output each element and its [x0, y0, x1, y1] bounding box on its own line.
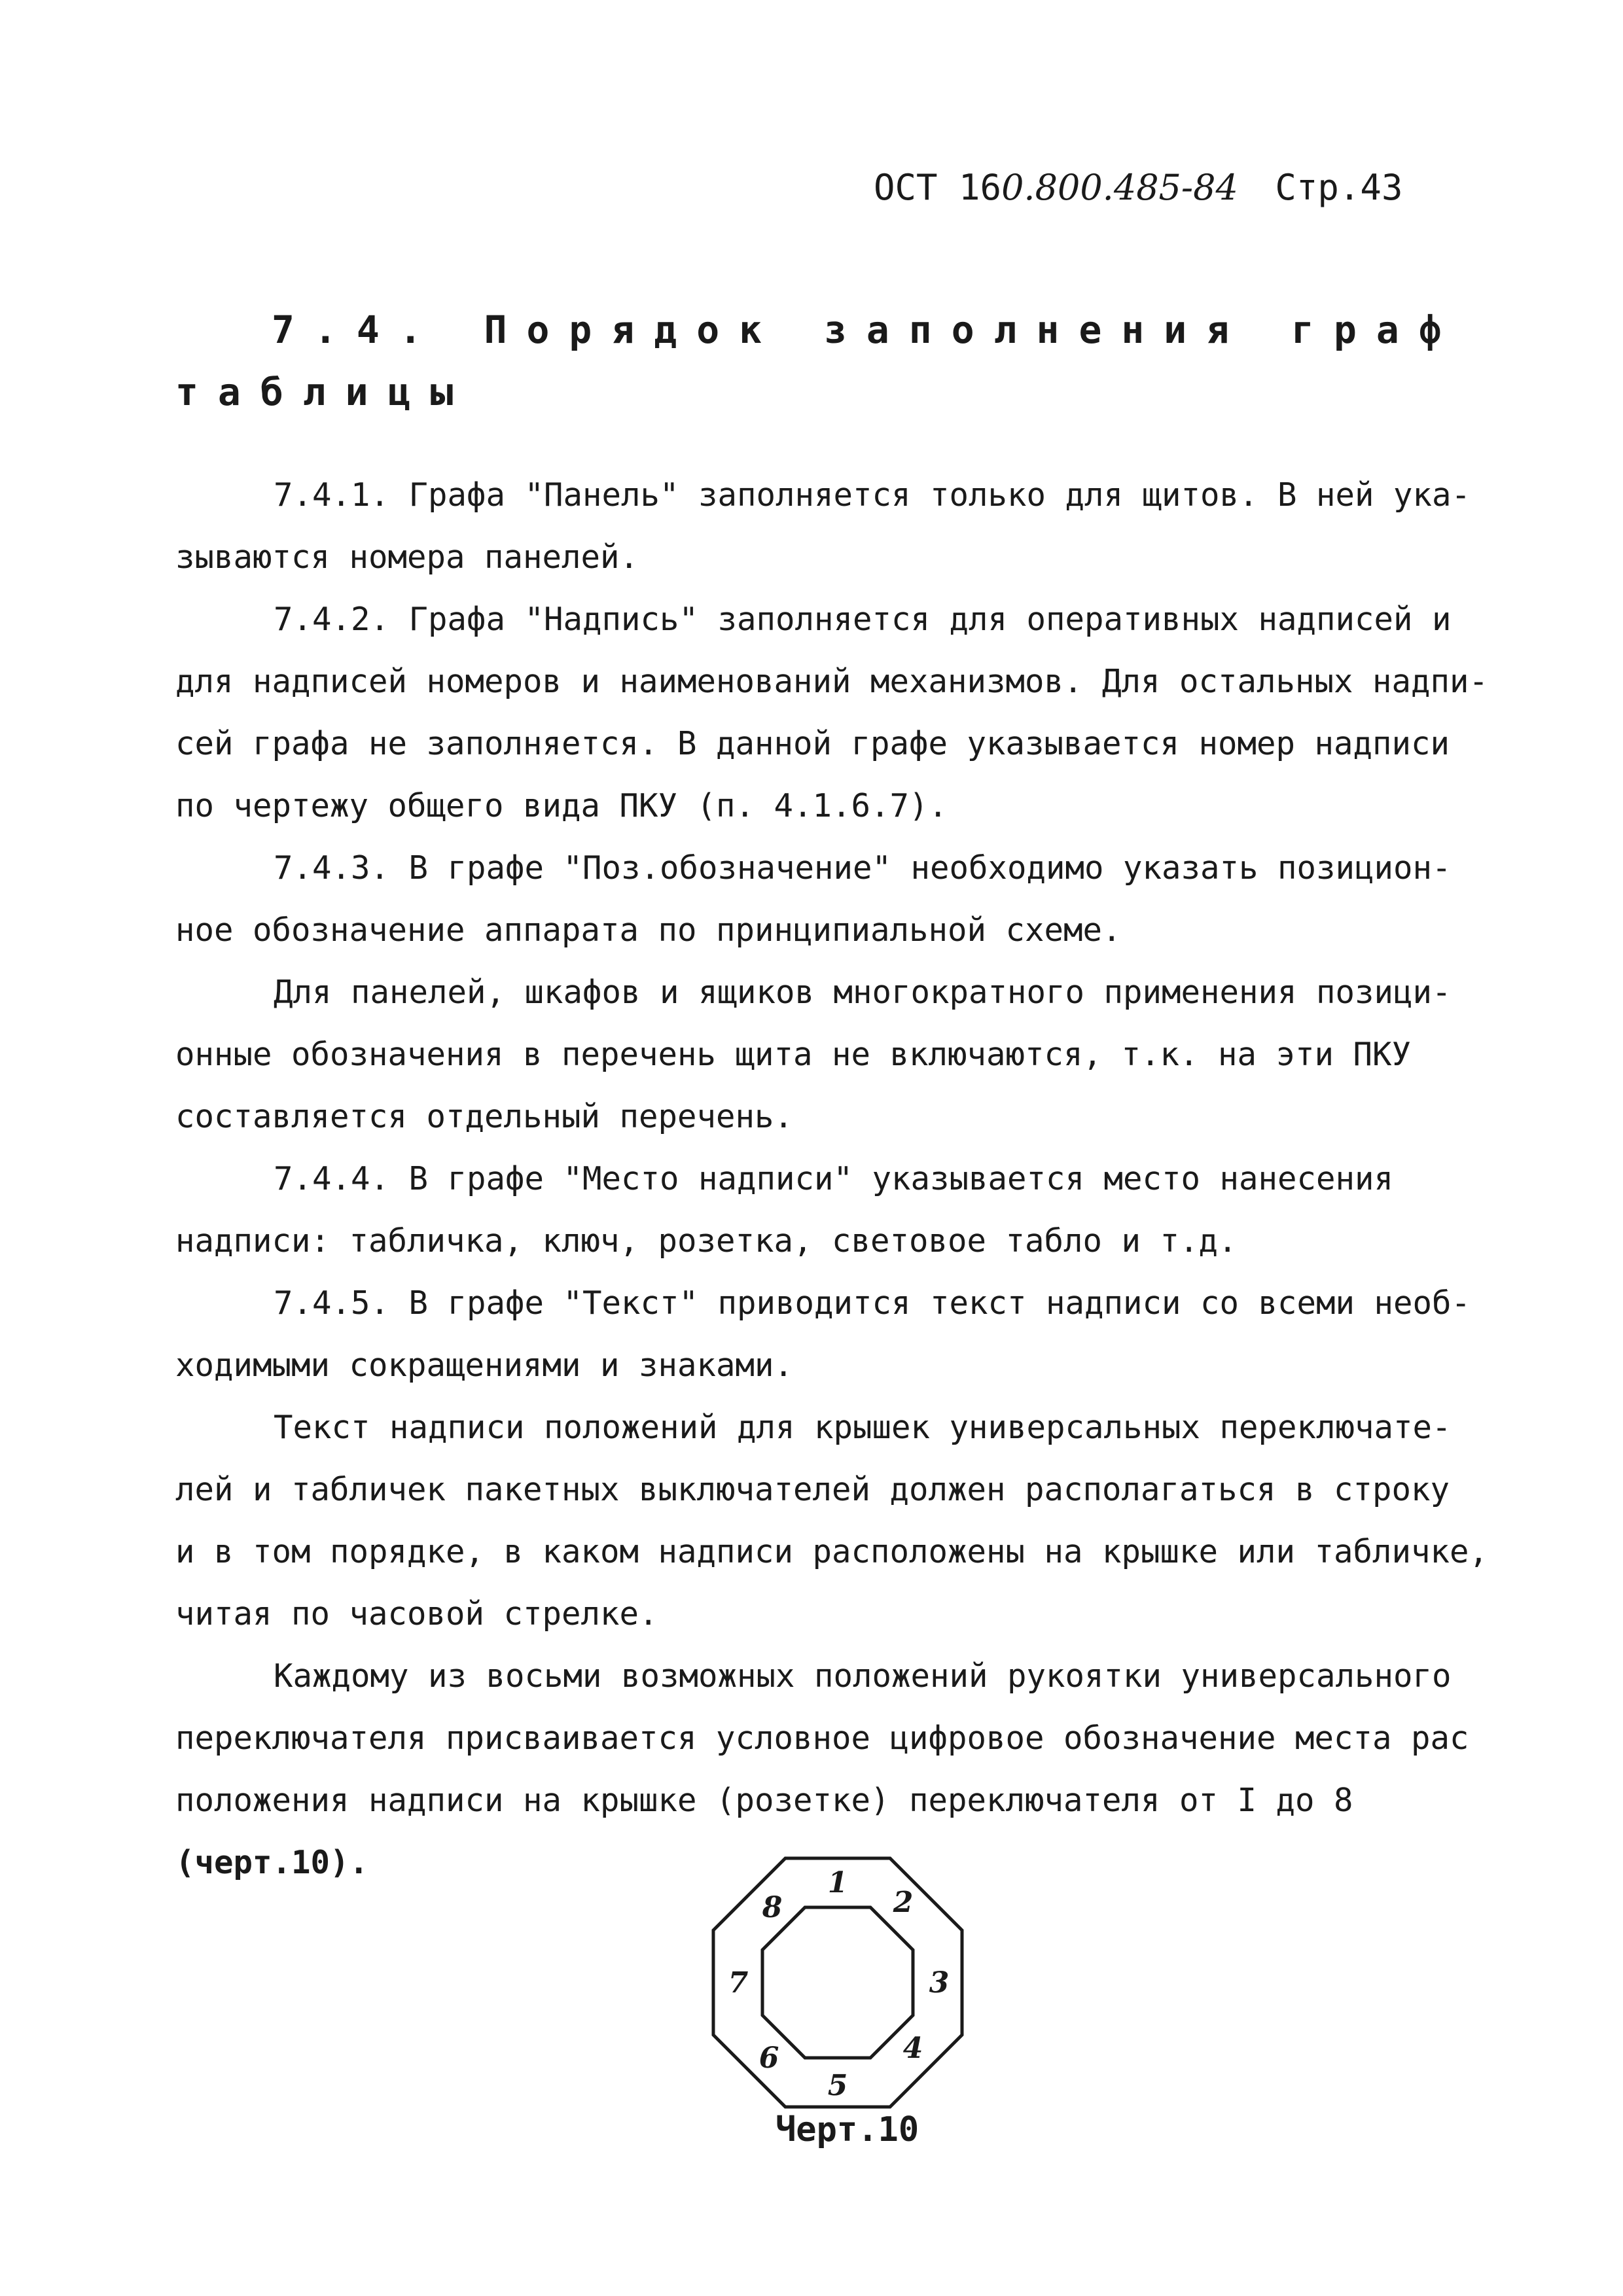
- text-line: надписи: табличка, ключ, розетка, световое табло и т.д.: [175, 1222, 1238, 1260]
- standard-number: ОСТ 16: [874, 167, 1002, 208]
- text-line: переключателя присваивается условное цифровое обозначение места рас: [175, 1720, 1469, 1757]
- text-line: 7.4.2. Графа "Надпись" заполняется для оперативных надписей и: [274, 601, 1452, 638]
- text-line: составляется отдельный перечень.: [175, 1098, 794, 1135]
- section-title: 7.4. Порядок заполнения граф: [272, 308, 1461, 352]
- text-line: зываются номера панелей.: [175, 539, 639, 576]
- position-label-8: 8: [762, 1891, 783, 1924]
- text-line: Текст надписи положений для крышек универсальных переключате-: [274, 1409, 1452, 1446]
- page-header: [874, 167, 1402, 208]
- text-line: положения надписи на крышке (розетке) переключателя от I до 8: [175, 1782, 1353, 1819]
- position-label-3: 3: [929, 1966, 950, 2000]
- switch-cover-diagram: [707, 1852, 969, 2113]
- text-line: для надписей номеров и наименований механизмов. Для остальных надпи-: [175, 663, 1489, 700]
- page-number: Стр.43: [1275, 167, 1403, 208]
- position-label-4: 4: [902, 2032, 923, 2065]
- position-label-7: 7: [728, 1966, 749, 2000]
- text-line: лей и табличек пакетных выключателей должен располагаться в строку: [175, 1471, 1450, 1508]
- text-line: 7.4.1. Графа "Панель" заполняется только для щитов. В ней ука-: [274, 476, 1471, 514]
- text-line: 7.4.5. В графе "Текст" приводится текст надписи со всеми необ-: [274, 1284, 1471, 1322]
- text-line: сей графа не заполняется. В данной графе указывается номер надписи: [175, 725, 1450, 762]
- text-line: читая по часовой стрелке.: [175, 1595, 658, 1633]
- position-label-6: 6: [758, 2041, 779, 2075]
- inner-octagon: [762, 1907, 913, 2058]
- text-line: ное обозначение аппарата по принципиальной схеме.: [175, 911, 1122, 949]
- standard-number-handwritten: 0.800.485-84: [1001, 167, 1238, 208]
- text-line: 7.4.3. В графе "Поз.обозначение" необходимо указать позицион-: [274, 849, 1452, 887]
- text-line: (черт.10).: [175, 1844, 369, 1881]
- position-label-2: 2: [893, 1886, 914, 1919]
- text-line: ходимыми сокращениями и знаками.: [175, 1347, 794, 1384]
- section-title-continued: таблицы: [175, 370, 473, 414]
- text-line: онные обозначения в перечень щита не включаются, т.к. на эти ПКУ: [175, 1036, 1412, 1073]
- figure-caption: Черт.10: [776, 2110, 919, 2149]
- position-label-1: 1: [827, 1866, 848, 1899]
- text-line: Каждому из восьми возможных положений рукоятки универсального: [274, 1657, 1452, 1695]
- text-line: и в том порядке, в каком надписи расположены на крышке или табличке,: [175, 1533, 1489, 1570]
- text-line: Для панелей, шкафов и ящиков многократного применения позици-: [274, 974, 1452, 1011]
- position-label-5: 5: [827, 2069, 848, 2102]
- text-line: 7.4.4. В графе "Место надписи" указывается место нанесения: [274, 1160, 1394, 1197]
- text-line: по чертежу общего вида ПКУ (п. 4.1.6.7).: [175, 787, 948, 824]
